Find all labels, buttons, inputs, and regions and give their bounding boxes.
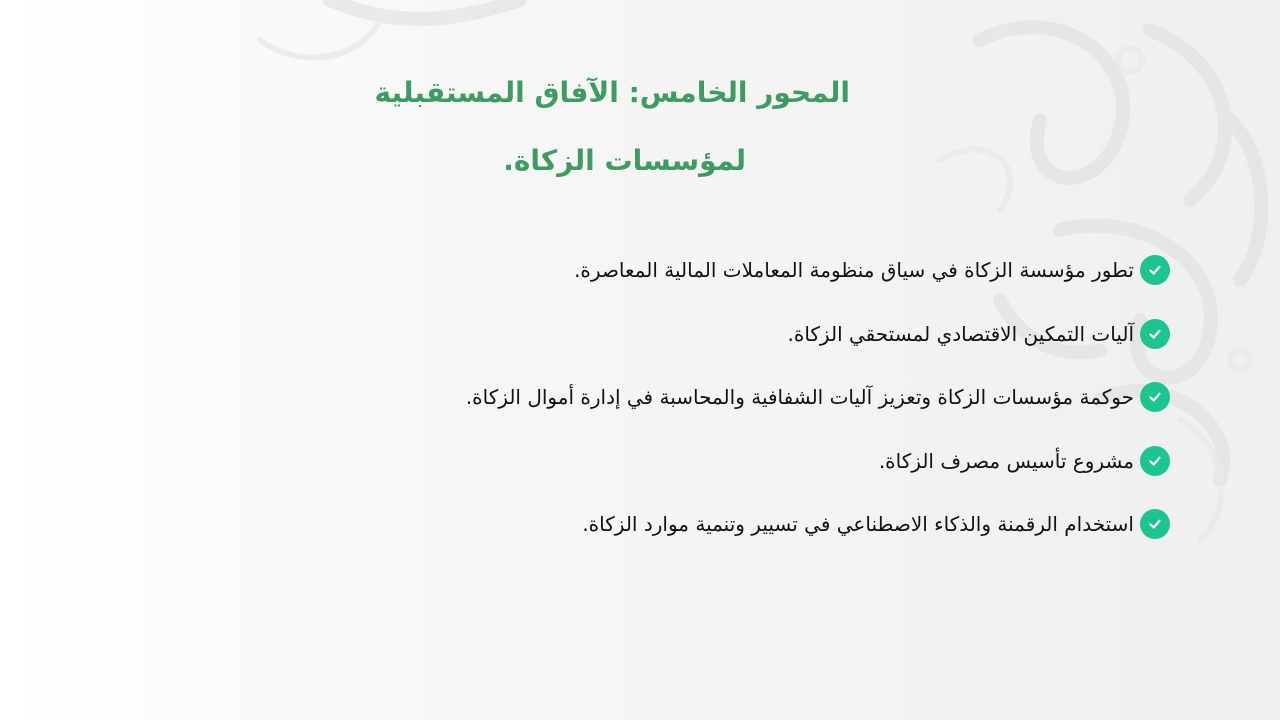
check-circle-icon <box>1140 319 1170 349</box>
slide-title-line-2: لمؤسسات الزكاة. <box>503 144 746 177</box>
check-circle-icon <box>1140 382 1170 412</box>
check-circle-icon <box>1140 509 1170 539</box>
list-item-text: آليات التمكين الاقتصادي لمستحقي الزكاة. <box>787 321 1134 346</box>
list-item-text: مشروع تأسيس مصرف الزكاة. <box>878 448 1134 473</box>
slide-title-line-1: المحور الخامس: الآفاق المستقبلية <box>374 76 850 109</box>
list-item-text: تطور مؤسسة الزكاة في سياق منظومة المعاملات المالية المعاصرة. <box>574 258 1134 282</box>
list-item <box>466 441 1170 481</box>
check-circle-icon <box>1140 446 1170 476</box>
check-circle-icon <box>1140 255 1170 285</box>
list-item-text: استخدام الرقمنة والذكاء الاصطناعي في تسيير وتنمية موارد الزكاة. <box>582 512 1134 536</box>
list-item <box>466 504 1170 544</box>
bullet-list <box>466 250 1170 568</box>
list-item <box>466 314 1170 354</box>
list-item-text: حوكمة مؤسسات الزكاة وتعزيز آليات الشفافية والمحاسبة في إدارة أموال الزكاة. <box>465 385 1134 409</box>
list-item <box>466 250 1170 290</box>
list-item <box>466 377 1170 417</box>
